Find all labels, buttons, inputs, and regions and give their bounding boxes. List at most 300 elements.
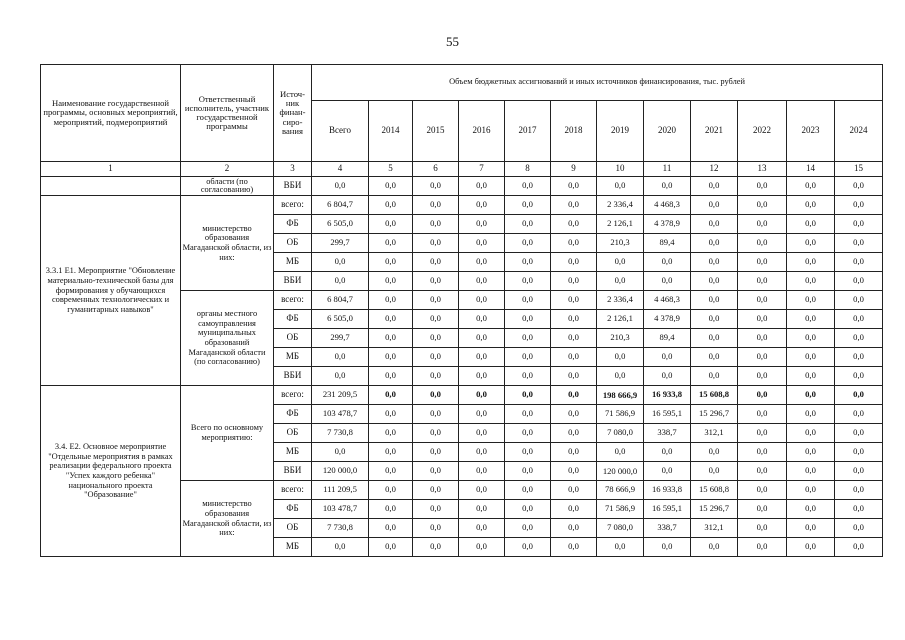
value-cell: 0,0	[787, 519, 835, 538]
value-cell: 0,0	[738, 481, 787, 500]
value-cell: 0,0	[738, 386, 787, 405]
value-cell: 78 666,9	[597, 481, 644, 500]
value-cell: 71 586,9	[597, 405, 644, 424]
value-cell: 0,0	[551, 348, 597, 367]
value-cell: 0,0	[369, 538, 413, 557]
total-cell: 299,7	[312, 329, 369, 348]
source-cell: всего:	[274, 291, 312, 310]
value-cell: 0,0	[459, 462, 505, 481]
value-cell: 0,0	[787, 443, 835, 462]
header-year: 2024	[835, 101, 883, 162]
budget-table	[40, 64, 883, 557]
header-year: 2019	[597, 101, 644, 162]
value-cell: 0,0	[835, 481, 883, 500]
value-cell: 0,0	[787, 462, 835, 481]
header-total: Всего	[312, 101, 369, 162]
source-cell: МБ	[274, 443, 312, 462]
value-cell: 0,0	[369, 253, 413, 272]
value-cell: 0,0	[551, 386, 597, 405]
value-cell: 0,0	[835, 538, 883, 557]
total-cell: 7 730,8	[312, 424, 369, 443]
header-source: Источ-ник финан-сиро-вания	[274, 65, 312, 162]
total-cell: 0,0	[312, 272, 369, 291]
value-cell: 0,0	[369, 386, 413, 405]
value-cell: 0,0	[369, 443, 413, 462]
value-cell: 0,0	[459, 500, 505, 519]
total-cell: 0,0	[312, 253, 369, 272]
value-cell: 0,0	[738, 462, 787, 481]
header-executor: Ответственный исполнитель, участник государственной программы	[181, 65, 274, 162]
value-cell: 0,0	[787, 177, 835, 196]
value-cell: 0,0	[644, 348, 691, 367]
column-number: 11	[644, 162, 691, 177]
value-cell: 0,0	[787, 367, 835, 386]
value-cell: 0,0	[459, 177, 505, 196]
value-cell: 0,0	[738, 329, 787, 348]
total-cell: 299,7	[312, 234, 369, 253]
value-cell: 0,0	[597, 272, 644, 291]
header-year: 2016	[459, 101, 505, 162]
carryover-source: ВБИ	[274, 177, 312, 196]
value-cell: 0,0	[459, 367, 505, 386]
value-cell: 2 126,1	[597, 310, 644, 329]
value-cell: 0,0	[738, 538, 787, 557]
value-cell: 0,0	[413, 443, 459, 462]
value-cell: 0,0	[691, 443, 738, 462]
value-cell: 0,0	[597, 253, 644, 272]
value-cell: 0,0	[413, 462, 459, 481]
value-cell: 0,0	[787, 253, 835, 272]
value-cell: 0,0	[835, 196, 883, 215]
source-cell: МБ	[274, 253, 312, 272]
value-cell: 0,0	[597, 538, 644, 557]
value-cell: 0,0	[835, 443, 883, 462]
value-cell: 0,0	[691, 538, 738, 557]
value-cell: 0,0	[505, 177, 551, 196]
value-cell: 0,0	[369, 500, 413, 519]
total-cell: 0,0	[312, 538, 369, 557]
value-cell: 0,0	[369, 367, 413, 386]
value-cell: 0,0	[459, 291, 505, 310]
value-cell: 0,0	[413, 215, 459, 234]
value-cell: 0,0	[738, 500, 787, 519]
value-cell: 0,0	[413, 481, 459, 500]
value-cell: 0,0	[691, 177, 738, 196]
value-cell: 0,0	[835, 234, 883, 253]
value-cell: 0,0	[551, 462, 597, 481]
source-cell: ОБ	[274, 234, 312, 253]
value-cell: 120 000,0	[597, 462, 644, 481]
total-cell: 103 478,7	[312, 405, 369, 424]
total-cell: 231 209,5	[312, 386, 369, 405]
header-year: 2021	[691, 101, 738, 162]
total-cell: 111 209,5	[312, 481, 369, 500]
value-cell: 0,0	[369, 424, 413, 443]
source-cell: всего:	[274, 386, 312, 405]
value-cell: 0,0	[413, 329, 459, 348]
column-number: 12	[691, 162, 738, 177]
value-cell: 0,0	[369, 215, 413, 234]
value-cell: 15 608,8	[691, 386, 738, 405]
value-cell: 0,0	[505, 500, 551, 519]
value-cell: 0,0	[459, 481, 505, 500]
value-cell: 0,0	[787, 272, 835, 291]
value-cell: 0,0	[551, 215, 597, 234]
header-year: 2018	[551, 101, 597, 162]
value-cell: 0,0	[459, 348, 505, 367]
value-cell: 0,0	[644, 443, 691, 462]
value-cell: 0,0	[413, 519, 459, 538]
value-cell: 0,0	[551, 253, 597, 272]
value-cell: 0,0	[551, 367, 597, 386]
value-cell: 0,0	[738, 253, 787, 272]
column-number: 14	[787, 162, 835, 177]
carryover-executor: области (по согласованию)	[181, 177, 274, 196]
value-cell: 4 468,3	[644, 196, 691, 215]
total-cell: 6 804,7	[312, 291, 369, 310]
column-number: 3	[274, 162, 312, 177]
carryover-name-cell	[41, 177, 181, 196]
value-cell: 16 595,1	[644, 500, 691, 519]
value-cell: 0,0	[369, 196, 413, 215]
value-cell: 0,0	[738, 367, 787, 386]
value-cell: 0,0	[597, 348, 644, 367]
header-year: 2017	[505, 101, 551, 162]
value-cell: 0,0	[459, 310, 505, 329]
value-cell: 0,0	[551, 405, 597, 424]
value-cell: 0,0	[787, 348, 835, 367]
value-cell: 71 586,9	[597, 500, 644, 519]
executor-cell: Всего по основному мероприятию:	[181, 386, 274, 481]
measure-name: 3.3.1 Е1. Мероприятие "Обновление материально-технической базы для формирования у обучающихся современных технологических и гуманитарных навыков"	[41, 196, 181, 386]
value-cell: 0,0	[459, 386, 505, 405]
value-cell: 0,0	[413, 367, 459, 386]
value-cell: 0,0	[505, 386, 551, 405]
value-cell: 15 608,8	[691, 481, 738, 500]
source-cell: всего:	[274, 481, 312, 500]
value-cell: 0,0	[787, 291, 835, 310]
value-cell: 0,0	[691, 272, 738, 291]
value-cell: 0,0	[505, 481, 551, 500]
value-cell: 0,0	[691, 367, 738, 386]
value-cell: 0,0	[787, 215, 835, 234]
value-cell: 0,0	[738, 424, 787, 443]
value-cell: 0,0	[413, 196, 459, 215]
value-cell: 0,0	[691, 291, 738, 310]
value-cell: 0,0	[551, 196, 597, 215]
value-cell: 0,0	[505, 424, 551, 443]
value-cell: 89,4	[644, 329, 691, 348]
total-cell: 0,0	[312, 367, 369, 386]
value-cell: 0,0	[413, 500, 459, 519]
value-cell: 198 666,9	[597, 386, 644, 405]
value-cell: 0,0	[835, 462, 883, 481]
column-number: 15	[835, 162, 883, 177]
total-cell: 103 478,7	[312, 500, 369, 519]
value-cell: 0,0	[787, 329, 835, 348]
value-cell: 0,0	[835, 424, 883, 443]
value-cell: 0,0	[413, 177, 459, 196]
value-cell: 0,0	[459, 443, 505, 462]
total-cell: 6 505,0	[312, 310, 369, 329]
value-cell: 0,0	[505, 253, 551, 272]
value-cell: 0,0	[459, 215, 505, 234]
value-cell: 15 296,7	[691, 500, 738, 519]
value-cell: 0,0	[597, 367, 644, 386]
value-cell: 338,7	[644, 424, 691, 443]
column-number: 7	[459, 162, 505, 177]
total-cell: 6 804,7	[312, 196, 369, 215]
header-year: 2014	[369, 101, 413, 162]
value-cell: 0,0	[413, 291, 459, 310]
value-cell: 0,0	[835, 329, 883, 348]
value-cell: 2 126,1	[597, 215, 644, 234]
value-cell: 0,0	[369, 291, 413, 310]
value-cell: 0,0	[369, 481, 413, 500]
value-cell: 0,0	[413, 386, 459, 405]
value-cell: 0,0	[551, 500, 597, 519]
value-cell: 0,0	[738, 234, 787, 253]
column-number: 6	[413, 162, 459, 177]
value-cell: 16 933,8	[644, 386, 691, 405]
value-cell: 0,0	[413, 253, 459, 272]
value-cell: 0,0	[551, 272, 597, 291]
header-volume: Объем бюджетных ассигнований и иных источников финансирования, тыс. рублей	[312, 65, 883, 101]
table-row	[41, 386, 883, 405]
value-cell: 0,0	[835, 519, 883, 538]
value-cell: 0,0	[691, 462, 738, 481]
value-cell: 210,3	[597, 234, 644, 253]
source-cell: МБ	[274, 348, 312, 367]
source-cell: ВБИ	[274, 272, 312, 291]
value-cell: 0,0	[835, 177, 883, 196]
value-cell: 0,0	[787, 310, 835, 329]
value-cell: 0,0	[505, 538, 551, 557]
column-number: 8	[505, 162, 551, 177]
value-cell: 0,0	[551, 329, 597, 348]
value-cell: 0,0	[459, 424, 505, 443]
column-number: 13	[738, 162, 787, 177]
value-cell: 0,0	[551, 538, 597, 557]
value-cell: 16 933,8	[644, 481, 691, 500]
value-cell: 0,0	[835, 215, 883, 234]
value-cell: 338,7	[644, 519, 691, 538]
total-cell: 7 730,8	[312, 519, 369, 538]
header-year: 2020	[644, 101, 691, 162]
value-cell: 0,0	[551, 234, 597, 253]
value-cell: 0,0	[691, 348, 738, 367]
value-cell: 0,0	[835, 310, 883, 329]
value-cell: 0,0	[835, 367, 883, 386]
source-cell: ВБИ	[274, 367, 312, 386]
value-cell: 0,0	[459, 196, 505, 215]
value-cell: 0,0	[551, 177, 597, 196]
value-cell: 0,0	[413, 348, 459, 367]
value-cell: 0,0	[551, 519, 597, 538]
total-cell: 120 000,0	[312, 462, 369, 481]
value-cell: 0,0	[787, 196, 835, 215]
value-cell: 0,0	[551, 424, 597, 443]
value-cell: 0,0	[738, 405, 787, 424]
value-cell: 0,0	[505, 196, 551, 215]
page-number: 55	[446, 34, 459, 49]
value-cell: 0,0	[597, 177, 644, 196]
value-cell: 0,0	[413, 424, 459, 443]
value-cell: 0,0	[597, 443, 644, 462]
value-cell: 0,0	[505, 329, 551, 348]
value-cell: 312,1	[691, 424, 738, 443]
source-cell: всего:	[274, 196, 312, 215]
executor-cell: органы местного самоуправления муниципальных образований Магаданской области (по согласованию)	[181, 291, 274, 386]
value-cell: 0,0	[691, 196, 738, 215]
value-cell: 0,0	[691, 215, 738, 234]
value-cell: 0,0	[369, 405, 413, 424]
value-cell: 0,0	[369, 272, 413, 291]
value-cell: 0,0	[505, 348, 551, 367]
value-cell: 0,0	[738, 443, 787, 462]
column-number: 1	[41, 162, 181, 177]
value-cell: 0,0	[413, 405, 459, 424]
carryover-total: 0,0	[312, 177, 369, 196]
value-cell: 0,0	[738, 196, 787, 215]
source-cell: ФБ	[274, 310, 312, 329]
value-cell: 0,0	[691, 234, 738, 253]
value-cell: 0,0	[787, 424, 835, 443]
value-cell: 0,0	[413, 234, 459, 253]
value-cell: 0,0	[369, 519, 413, 538]
value-cell: 0,0	[787, 386, 835, 405]
value-cell: 0,0	[738, 291, 787, 310]
total-cell: 6 505,0	[312, 215, 369, 234]
value-cell: 0,0	[459, 519, 505, 538]
column-number: 10	[597, 162, 644, 177]
value-cell: 0,0	[369, 348, 413, 367]
value-cell: 0,0	[738, 177, 787, 196]
source-cell: МБ	[274, 538, 312, 557]
value-cell: 0,0	[505, 310, 551, 329]
value-cell: 0,0	[738, 215, 787, 234]
source-cell: ФБ	[274, 405, 312, 424]
value-cell: 0,0	[505, 462, 551, 481]
value-cell: 0,0	[459, 272, 505, 291]
executor-cell: министерство образования Магаданской области, из них:	[181, 481, 274, 557]
value-cell: 0,0	[691, 253, 738, 272]
source-cell: ОБ	[274, 424, 312, 443]
total-cell: 0,0	[312, 348, 369, 367]
value-cell: 0,0	[369, 329, 413, 348]
value-cell: 0,0	[835, 253, 883, 272]
value-cell: 0,0	[505, 272, 551, 291]
value-cell: 0,0	[505, 519, 551, 538]
value-cell: 4 378,9	[644, 215, 691, 234]
value-cell: 0,0	[738, 272, 787, 291]
value-cell: 0,0	[459, 329, 505, 348]
value-cell: 4 378,9	[644, 310, 691, 329]
value-cell: 0,0	[459, 538, 505, 557]
header-name: Наименование государственной программы, основных мероприятий, мероприятий, подмероприятий	[41, 65, 181, 162]
value-cell: 0,0	[644, 253, 691, 272]
value-cell: 0,0	[644, 367, 691, 386]
header-year: 2015	[413, 101, 459, 162]
value-cell: 0,0	[505, 367, 551, 386]
value-cell: 0,0	[835, 348, 883, 367]
value-cell: 0,0	[369, 310, 413, 329]
value-cell: 0,0	[644, 272, 691, 291]
value-cell: 0,0	[369, 234, 413, 253]
value-cell: 312,1	[691, 519, 738, 538]
executor-cell: министерство образования Магаданской области, из них:	[181, 196, 274, 291]
column-number: 5	[369, 162, 413, 177]
value-cell: 0,0	[835, 500, 883, 519]
value-cell: 0,0	[459, 405, 505, 424]
value-cell: 0,0	[413, 272, 459, 291]
value-cell: 0,0	[505, 234, 551, 253]
value-cell: 0,0	[459, 253, 505, 272]
value-cell: 0,0	[369, 462, 413, 481]
value-cell: 0,0	[835, 405, 883, 424]
value-cell: 0,0	[644, 538, 691, 557]
value-cell: 0,0	[505, 405, 551, 424]
value-cell: 0,0	[551, 481, 597, 500]
value-cell: 15 296,7	[691, 405, 738, 424]
value-cell: 0,0	[787, 500, 835, 519]
value-cell: 0,0	[738, 348, 787, 367]
value-cell: 0,0	[551, 443, 597, 462]
value-cell: 0,0	[787, 234, 835, 253]
header-year: 2023	[787, 101, 835, 162]
value-cell: 0,0	[551, 291, 597, 310]
value-cell: 0,0	[787, 405, 835, 424]
value-cell: 2 336,4	[597, 196, 644, 215]
measure-name: 3.4. Е2. Основное мероприятие "Отдельные мероприятия в рамках реализации федерального проекта "Успех каждого ребенка" национального проекта "Образование"	[41, 386, 181, 557]
value-cell: 2 336,4	[597, 291, 644, 310]
value-cell: 0,0	[644, 177, 691, 196]
value-cell: 16 595,1	[644, 405, 691, 424]
source-cell: ФБ	[274, 215, 312, 234]
value-cell: 0,0	[787, 538, 835, 557]
value-cell: 0,0	[413, 310, 459, 329]
value-cell: 0,0	[551, 310, 597, 329]
source-cell: ОБ	[274, 519, 312, 538]
value-cell: 0,0	[505, 443, 551, 462]
value-cell: 0,0	[413, 538, 459, 557]
value-cell: 0,0	[505, 291, 551, 310]
source-cell: ФБ	[274, 500, 312, 519]
value-cell: 0,0	[738, 519, 787, 538]
header-year: 2022	[738, 101, 787, 162]
source-cell: ВБИ	[274, 462, 312, 481]
value-cell: 7 080,0	[597, 424, 644, 443]
value-cell: 0,0	[787, 481, 835, 500]
column-number: 4	[312, 162, 369, 177]
table-row	[41, 196, 883, 215]
value-cell: 0,0	[459, 234, 505, 253]
value-cell: 7 080,0	[597, 519, 644, 538]
total-cell: 0,0	[312, 443, 369, 462]
source-cell: ОБ	[274, 329, 312, 348]
value-cell: 0,0	[835, 291, 883, 310]
value-cell: 0,0	[738, 310, 787, 329]
value-cell: 0,0	[505, 215, 551, 234]
value-cell: 0,0	[835, 386, 883, 405]
value-cell: 0,0	[835, 272, 883, 291]
value-cell: 0,0	[369, 177, 413, 196]
value-cell: 0,0	[644, 462, 691, 481]
value-cell: 4 468,3	[644, 291, 691, 310]
value-cell: 210,3	[597, 329, 644, 348]
column-number: 9	[551, 162, 597, 177]
value-cell: 0,0	[691, 329, 738, 348]
